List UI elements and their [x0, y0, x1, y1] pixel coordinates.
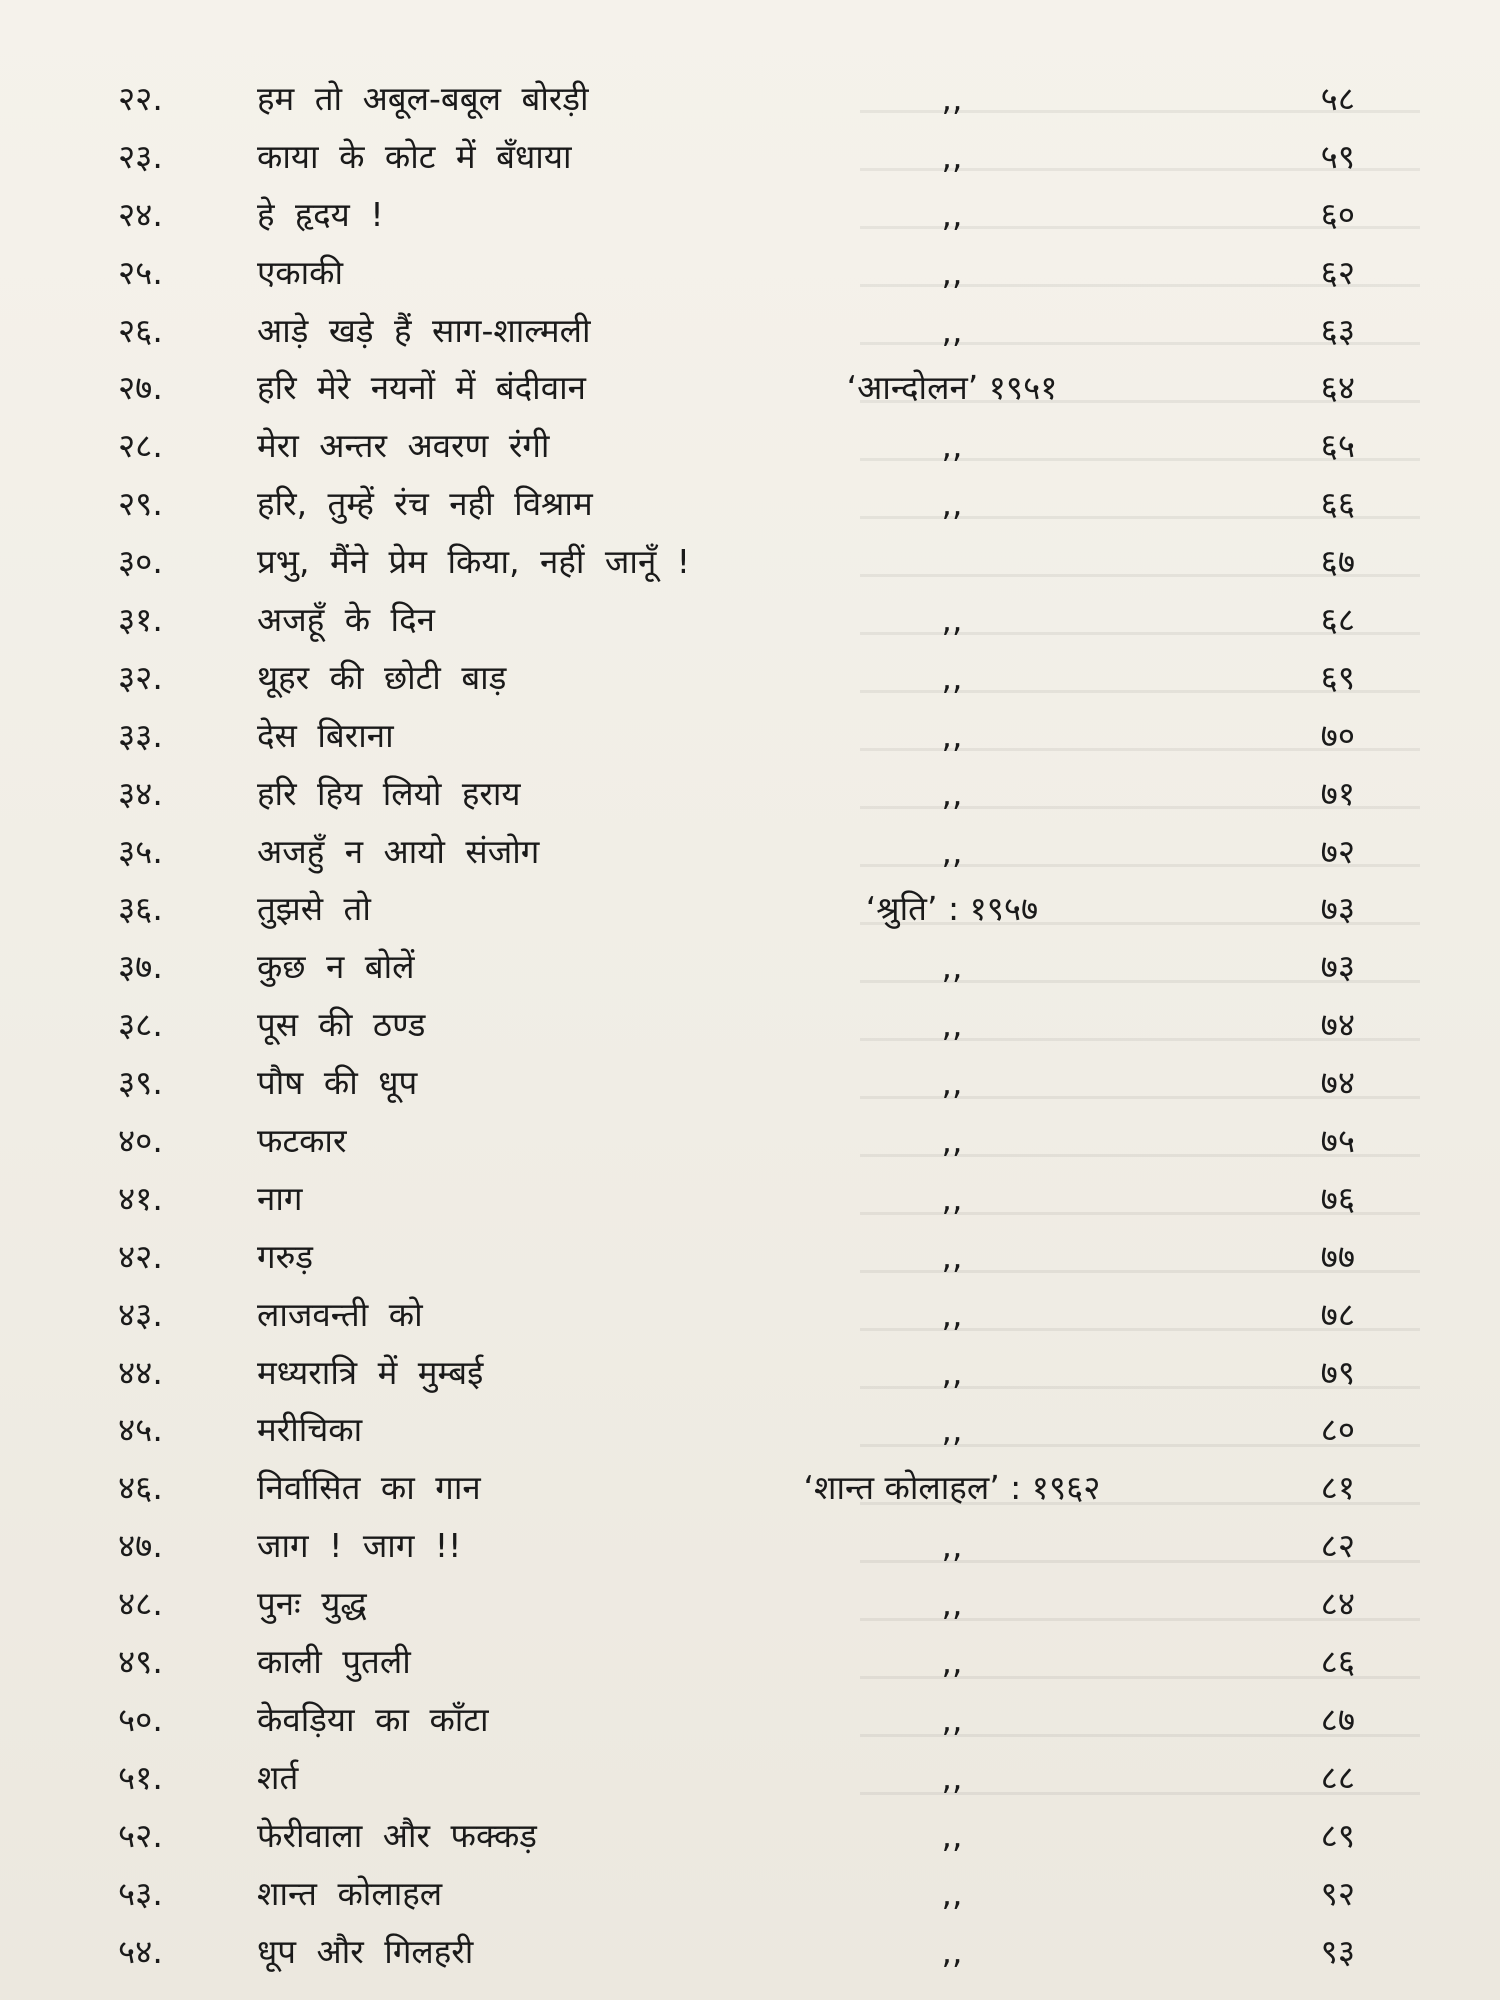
entry-title: हरि हिय लियो हराय — [257, 773, 521, 813]
entry-source: ,, — [941, 194, 963, 234]
entry-page-number: ८२ — [1320, 1526, 1355, 1566]
entry-page-number: ६८ — [1320, 600, 1355, 640]
entry-page-number: ७० — [1320, 715, 1355, 755]
entry-number: ३०. — [118, 542, 163, 582]
entry-number: ३९. — [118, 1063, 163, 1103]
entry-page-number: ८४ — [1320, 1584, 1355, 1624]
entry-page-number: ८७ — [1320, 1699, 1355, 1739]
entry-title: गरुड़ — [257, 1236, 313, 1276]
toc-entry — [0, 1753, 1500, 1811]
entry-title: प्रभु, मैंने प्रेम किया, नहीं जानूँ ! — [257, 542, 690, 582]
entry-page-number: ६६ — [1320, 484, 1355, 524]
entry-source: ‘शान्त कोलाहल’ : १९६२ — [803, 1468, 1101, 1508]
entry-number: २९. — [118, 484, 163, 524]
toc-entry — [0, 1174, 1500, 1232]
toc-entry — [0, 769, 1500, 827]
entry-page-number: ६२ — [1320, 252, 1355, 292]
entry-source: ,, — [941, 773, 963, 813]
toc-entry — [0, 1405, 1500, 1463]
toc-entry — [0, 884, 1500, 942]
entry-title: जाग ! जाग !! — [257, 1526, 462, 1566]
entry-title: हरि मेरे नयनों में बंदीवान — [257, 368, 586, 408]
toc-entry — [0, 827, 1500, 885]
entry-source: ,, — [941, 1410, 963, 1450]
entry-source: ,, — [941, 1699, 963, 1739]
entry-title: मध्यरात्रि में मुम्बई — [257, 1352, 484, 1392]
entry-page-number: ६० — [1320, 194, 1355, 234]
entry-number: ३८. — [118, 1005, 163, 1045]
entry-page-number: ७१ — [1320, 773, 1355, 813]
toc-entry — [0, 190, 1500, 248]
entry-page-number: ६५ — [1320, 426, 1355, 466]
entry-page-number: ८१ — [1320, 1468, 1355, 1508]
entry-source: ,, — [941, 600, 963, 640]
entry-page-number: ६९ — [1320, 657, 1355, 697]
toc-entry — [0, 1116, 1500, 1174]
entry-number: ४४. — [118, 1352, 163, 1392]
entry-title: निर्वासित का गान — [257, 1468, 481, 1508]
entry-title: फटकार — [257, 1121, 347, 1161]
entry-source: ,, — [941, 1294, 963, 1334]
entry-page-number: ५९ — [1320, 136, 1355, 176]
entry-source: ,, — [941, 136, 963, 176]
entry-title: हरि, तुम्हें रंच नही विश्राम — [257, 484, 593, 524]
toc-entry — [0, 363, 1500, 421]
entry-page-number: ७५ — [1320, 1121, 1355, 1161]
toc-entry — [0, 1000, 1500, 1058]
entry-page-number: ७९ — [1320, 1352, 1355, 1392]
entry-source: ,, — [941, 657, 963, 697]
entry-page-number: ७८ — [1320, 1294, 1355, 1334]
toc-entry — [0, 1521, 1500, 1579]
entry-title: पौष की धूप — [257, 1063, 418, 1103]
entry-number: ३७. — [118, 947, 163, 987]
entry-title: शान्त कोलाहल — [257, 1873, 443, 1913]
entry-page-number: ७२ — [1320, 831, 1355, 871]
entry-number: ५४. — [118, 1931, 163, 1971]
entry-number: ५३. — [118, 1873, 163, 1913]
entry-number: ५०. — [118, 1699, 163, 1739]
entry-page-number: ६३ — [1320, 310, 1355, 350]
entry-number: ३५. — [118, 831, 163, 871]
entry-source: ,, — [941, 1584, 963, 1624]
entry-title: एकाकी — [257, 252, 344, 292]
entry-source: ,, — [941, 831, 963, 871]
entry-source: ,, — [941, 1757, 963, 1797]
toc-entry — [0, 711, 1500, 769]
entry-title: अजहूँ के दिन — [257, 600, 435, 640]
entry-page-number: ९३ — [1320, 1931, 1355, 1971]
entry-title: हे हृदय ! — [257, 194, 384, 234]
entry-source: ,, — [941, 1121, 963, 1161]
toc-entry — [0, 248, 1500, 306]
toc-entry — [0, 1637, 1500, 1695]
entry-page-number: ७६ — [1320, 1178, 1355, 1218]
toc-entry — [0, 1927, 1500, 1985]
entry-number: ४१. — [118, 1178, 163, 1218]
entry-title: धूप और गिलहरी — [257, 1931, 474, 1971]
entry-title: थूहर की छोटी बाड़ — [257, 657, 507, 697]
entry-title: मरीचिका — [257, 1410, 363, 1450]
entry-source: ,, — [941, 310, 963, 350]
toc-entry — [0, 421, 1500, 479]
entry-page-number: ८९ — [1320, 1815, 1355, 1855]
entry-number: ४८. — [118, 1584, 163, 1624]
entry-page-number: ७३ — [1320, 947, 1355, 987]
entry-source: ,, — [941, 426, 963, 466]
entry-source: ,, — [941, 1526, 963, 1566]
entry-number: २२. — [118, 79, 163, 118]
entry-page-number: ९२ — [1320, 1873, 1355, 1913]
toc-entry — [0, 479, 1500, 537]
entry-source: ,, — [941, 79, 963, 118]
toc-entry — [0, 1695, 1500, 1753]
toc-entry — [0, 942, 1500, 1000]
entry-title: लाजवन्ती को — [257, 1294, 423, 1334]
entry-number: २५. — [118, 252, 163, 292]
entry-source: ,, — [941, 1352, 963, 1392]
toc-entry — [0, 306, 1500, 364]
table-of-contents — [0, 74, 1500, 1984]
entry-number: २७. — [118, 368, 163, 408]
entry-page-number: ८८ — [1320, 1757, 1355, 1797]
entry-number: २८. — [118, 426, 163, 466]
toc-entry — [0, 1463, 1500, 1521]
entry-title: पूस की ठण्ड — [257, 1005, 426, 1045]
entry-number: ४९. — [118, 1642, 163, 1682]
toc-entry — [0, 1290, 1500, 1348]
entry-source: ,, — [941, 1642, 963, 1682]
entry-title: काली पुतली — [257, 1642, 411, 1682]
entry-number: ५२. — [118, 1815, 163, 1855]
entry-number: ४०. — [118, 1121, 163, 1161]
entry-title: नाग — [257, 1178, 303, 1218]
entry-number: ४६. — [118, 1468, 163, 1508]
toc-entry — [0, 1058, 1500, 1116]
entry-number: २४. — [118, 194, 163, 234]
entry-source: ,, — [941, 1005, 963, 1045]
toc-entry — [0, 1232, 1500, 1290]
entry-title: पुनः युद्ध — [257, 1584, 367, 1624]
entry-title: मेरा अन्तर अवरण रंगी — [257, 426, 550, 466]
toc-entry — [0, 653, 1500, 711]
entry-source: ,, — [941, 1236, 963, 1276]
entry-page-number: ७४ — [1320, 1063, 1355, 1103]
toc-entry — [0, 1869, 1500, 1927]
entry-title: अजहुँ न आयो संजोग — [257, 831, 540, 871]
entry-title: काया के कोट में बँधाया — [257, 136, 572, 176]
toc-entry — [0, 537, 1500, 595]
entry-number: ४२. — [118, 1236, 163, 1276]
entry-source: ,, — [941, 1873, 963, 1913]
entry-number: ३६. — [118, 889, 163, 929]
entry-number: ४३. — [118, 1294, 163, 1334]
entry-title: हम तो अबूल-बबूल बोरड़ी — [257, 79, 589, 118]
toc-entry — [0, 1811, 1500, 1869]
toc-entry — [0, 595, 1500, 653]
toc-entry — [0, 1348, 1500, 1406]
entry-page-number: ६४ — [1320, 368, 1355, 408]
entry-number: २३. — [118, 136, 163, 176]
entry-number: ३४. — [118, 773, 163, 813]
entry-number: ३१. — [118, 600, 163, 640]
entry-page-number: ७३ — [1320, 889, 1355, 929]
toc-entry — [0, 74, 1500, 132]
entry-source: ,, — [941, 715, 963, 755]
entry-page-number: ८६ — [1320, 1642, 1355, 1682]
entry-source: ‘श्रुति’ : १९५७ — [865, 889, 1039, 929]
entry-source: ,, — [941, 484, 963, 524]
toc-entry — [0, 1579, 1500, 1637]
entry-number: २६. — [118, 310, 163, 350]
entry-number: ३२. — [118, 657, 163, 697]
entry-source: ,, — [941, 947, 963, 987]
toc-entry — [0, 132, 1500, 190]
entry-title: देस बिराना — [257, 715, 394, 755]
entry-title: फेरीवाला और फक्कड़ — [257, 1815, 537, 1855]
entry-source: ,, — [941, 1178, 963, 1218]
entry-title: आड़े खड़े हैं साग-शाल्मली — [257, 310, 591, 350]
entry-number: ५१. — [118, 1757, 163, 1797]
entry-page-number: ५८ — [1320, 79, 1355, 118]
entry-title: कुछ न बोलें — [257, 947, 415, 987]
entry-number: ४७. — [118, 1526, 163, 1566]
entry-source: ‘आन्दोलन’ १९५१ — [846, 368, 1058, 408]
entry-number: ४५. — [118, 1410, 163, 1450]
entry-source: ,, — [941, 1063, 963, 1103]
entry-page-number: ७७ — [1320, 1236, 1355, 1276]
entry-title: शर्त — [257, 1757, 299, 1797]
entry-source: ,, — [941, 252, 963, 292]
entry-title: तुझसे तो — [257, 889, 371, 929]
entry-title: केवड़िया का काँटा — [257, 1699, 489, 1739]
entry-page-number: ८० — [1320, 1410, 1355, 1450]
entry-source: ,, — [941, 1815, 963, 1855]
entry-number: ३३. — [118, 715, 163, 755]
entry-page-number: ६७ — [1320, 542, 1355, 582]
entry-page-number: ७४ — [1320, 1005, 1355, 1045]
entry-source: ,, — [941, 1931, 963, 1971]
